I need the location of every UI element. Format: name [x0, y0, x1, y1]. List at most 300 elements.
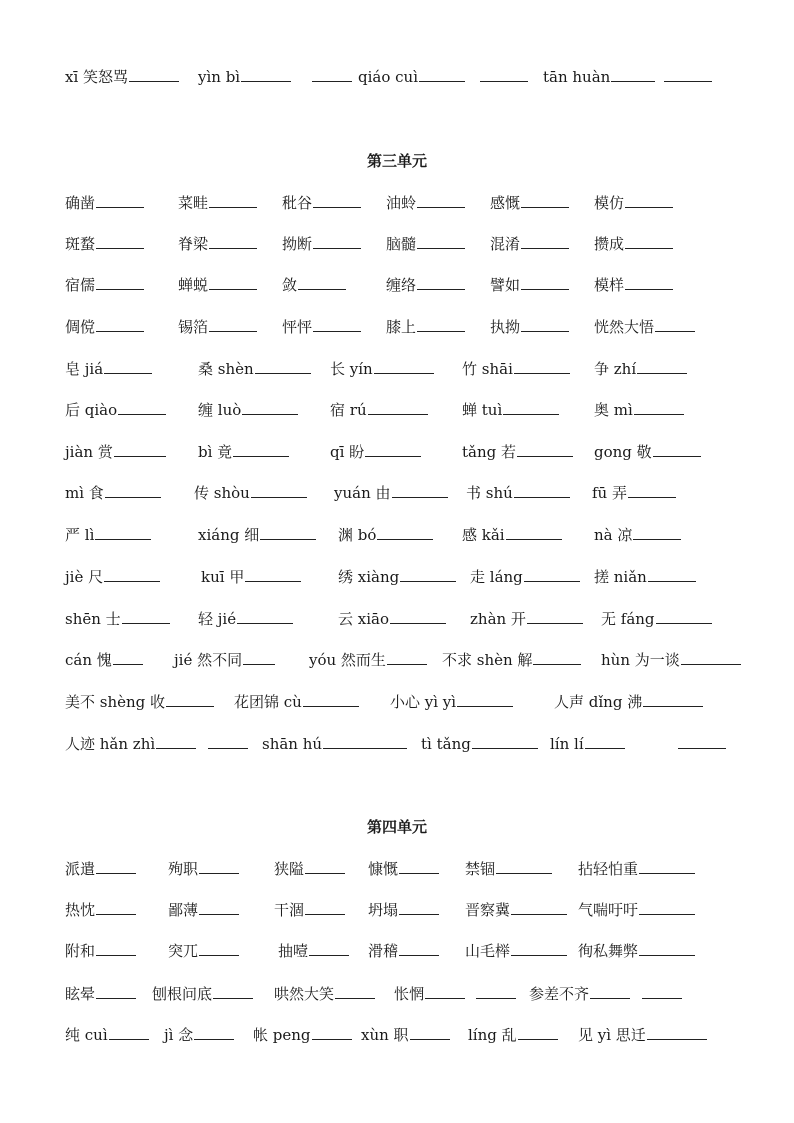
blank-item[interactable]: [466, 482, 570, 504]
blank-item[interactable]: [601, 649, 741, 671]
blank-item[interactable]: [262, 733, 379, 755]
blank-item[interactable]: [663, 66, 712, 88]
answer-blank[interactable]: [305, 859, 345, 874]
blank-item[interactable]: [386, 233, 465, 255]
answer-blank[interactable]: [96, 275, 144, 290]
blank-item[interactable]: [594, 441, 701, 463]
blank-item[interactable]: [198, 441, 289, 463]
blank-item[interactable]: [386, 274, 465, 296]
item-label: 慷慨: [368, 860, 399, 878]
blank-item[interactable]: [65, 649, 143, 671]
item-label: 确凿: [65, 194, 96, 212]
item-label: 美不 shèng 收: [65, 693, 166, 711]
answer-blank[interactable]: [643, 692, 703, 707]
blank-item[interactable]: [394, 983, 465, 1005]
item-label: 晋察冀: [465, 901, 511, 919]
answer-blank[interactable]: [122, 609, 170, 624]
item-label: yóu 然而生: [309, 651, 386, 669]
answer-blank[interactable]: [312, 1025, 352, 1040]
blank-item[interactable]: [207, 733, 248, 755]
blank-item[interactable]: [65, 858, 136, 880]
answer-blank[interactable]: [96, 900, 136, 915]
blank-item[interactable]: [282, 274, 346, 296]
answer-blank[interactable]: [213, 984, 253, 999]
blank-item[interactable]: [578, 1024, 707, 1046]
answer-blank[interactable]: [118, 400, 166, 415]
blank-item[interactable]: [65, 940, 136, 962]
item-label: shēn 士: [65, 610, 121, 628]
blank-item[interactable]: [368, 899, 439, 921]
blank-item[interactable]: [201, 566, 301, 588]
blank-item[interactable]: [366, 733, 407, 755]
item-label: 干涸: [274, 901, 305, 919]
blank-item[interactable]: [465, 940, 567, 962]
answer-blank[interactable]: [96, 317, 144, 332]
answer-blank[interactable]: [625, 275, 673, 290]
blank-item[interactable]: [65, 316, 144, 338]
answer-blank[interactable]: [521, 275, 569, 290]
blank-item[interactable]: [490, 192, 569, 214]
answer-blank[interactable]: [647, 1025, 707, 1040]
answer-blank[interactable]: [664, 67, 712, 82]
answer-blank[interactable]: [260, 525, 316, 540]
answer-blank[interactable]: [681, 650, 741, 665]
item-label: 刨根问底: [152, 985, 213, 1003]
blank-item[interactable]: [578, 940, 695, 962]
blank-item[interactable]: [442, 649, 581, 671]
blank-item[interactable]: [178, 316, 257, 338]
item-label: 敛: [282, 276, 298, 294]
answer-blank[interactable]: [399, 941, 439, 956]
answer-blank[interactable]: [648, 567, 696, 582]
item-label: 花团锦 cù: [234, 693, 302, 711]
answer-blank[interactable]: [585, 734, 625, 749]
item-label: 禁锢: [465, 860, 496, 878]
item-label: zhàn 开: [470, 610, 526, 628]
blank-item[interactable]: [468, 1024, 558, 1046]
blank-item[interactable]: [594, 316, 695, 338]
item-label: 蝉 tuì: [462, 401, 503, 419]
item-label: 长 yín: [330, 360, 373, 378]
blank-item[interactable]: xī 笑怒骂: [65, 66, 179, 88]
blank-item[interactable]: [470, 566, 580, 588]
blank-item[interactable]: [601, 608, 712, 630]
blank-item[interactable]: [65, 358, 152, 380]
blank-item[interactable]: [338, 566, 456, 588]
blank-item[interactable]: tān huàn: [543, 66, 655, 88]
blank-item[interactable]: [330, 399, 428, 421]
blank-item[interactable]: yìn bì: [198, 66, 291, 88]
answer-blank[interactable]: [156, 734, 196, 749]
item-label: 油蛉: [386, 194, 417, 212]
blank-item[interactable]: [178, 192, 257, 214]
item-label: 怦怦: [282, 318, 313, 336]
item-label: 斑蝥: [65, 235, 96, 253]
blank-item[interactable]: [386, 316, 465, 338]
answer-blank[interactable]: [96, 859, 136, 874]
answer-blank[interactable]: [114, 442, 166, 457]
item-label: 竹 shāi: [462, 360, 513, 378]
answer-blank[interactable]: [242, 400, 298, 415]
answer-blank[interactable]: [199, 900, 239, 915]
blank-item[interactable]: [594, 233, 673, 255]
answer-blank[interactable]: [642, 984, 682, 999]
answer-blank[interactable]: [312, 67, 352, 82]
item-label: tǎng 若: [462, 443, 517, 461]
answer-blank[interactable]: [634, 400, 684, 415]
answer-blank[interactable]: [639, 859, 695, 874]
item-label: líng 乱: [468, 1026, 517, 1044]
blank-item[interactable]: [65, 983, 136, 1005]
item-label: nà 凉: [594, 526, 633, 544]
answer-blank[interactable]: [656, 609, 712, 624]
blank-item[interactable]: [309, 649, 427, 671]
unit3-title: 第三单元: [366, 152, 427, 170]
item-label: 蝉蜕: [178, 276, 209, 294]
answer-blank[interactable]: [514, 359, 570, 374]
item-label: 滑稽: [368, 942, 399, 960]
blank-item[interactable]: [198, 358, 311, 380]
blank-item[interactable]: [311, 66, 352, 88]
answer-blank[interactable]: [251, 483, 307, 498]
answer-blank[interactable]: [521, 193, 569, 208]
blank-item[interactable]: [390, 691, 513, 713]
item-label: 皂 jiá: [65, 360, 104, 378]
answer-blank[interactable]: [639, 941, 695, 956]
answer-blank[interactable]: [514, 483, 570, 498]
answer-blank[interactable]: [417, 193, 465, 208]
item-label: 狭隘: [274, 860, 305, 878]
answer-blank[interactable]: [377, 525, 433, 540]
blank-item[interactable]: [65, 1024, 149, 1046]
answer-blank[interactable]: [199, 859, 239, 874]
blank-item[interactable]: [529, 983, 630, 1005]
answer-blank[interactable]: [243, 650, 275, 665]
answer-blank[interactable]: [417, 234, 465, 249]
answer-blank[interactable]: [410, 1025, 450, 1040]
blank-item[interactable]: [168, 899, 239, 921]
item-label: 见 yì 思迁: [578, 1026, 646, 1044]
blank-item[interactable]: [65, 691, 214, 713]
answer-blank[interactable]: [241, 67, 291, 82]
answer-blank[interactable]: [511, 941, 567, 956]
blank-item[interactable]: [330, 441, 421, 463]
blank-item[interactable]: [234, 691, 359, 713]
answer-blank[interactable]: [95, 525, 151, 540]
answer-blank[interactable]: [653, 442, 701, 457]
blank-item[interactable]: [368, 858, 439, 880]
item-label: 缠 luò: [198, 401, 242, 419]
blank-item[interactable]: [462, 399, 559, 421]
blank-item[interactable]: [361, 1024, 450, 1046]
answer-blank[interactable]: [590, 984, 630, 999]
answer-blank[interactable]: [611, 67, 655, 82]
blank-item[interactable]: [641, 983, 682, 1005]
blank-item[interactable]: [338, 524, 433, 546]
blank-item[interactable]: [470, 608, 583, 630]
item-label: 走 láng: [470, 568, 523, 586]
blank-item[interactable]: [253, 1024, 352, 1046]
answer-blank[interactable]: [637, 359, 687, 374]
blank-item[interactable]: [274, 983, 375, 1005]
blank-item[interactable]: [465, 858, 552, 880]
item-label: 拗断: [282, 235, 313, 253]
answer-blank[interactable]: [368, 400, 428, 415]
blank-item[interactable]: [592, 482, 676, 504]
item-label: 感 kǎi: [462, 526, 505, 544]
blank-item[interactable]: [594, 358, 687, 380]
blank-item[interactable]: [65, 482, 161, 504]
blank-item[interactable]: [198, 608, 293, 630]
answer-blank[interactable]: [390, 609, 446, 624]
answer-blank[interactable]: [511, 900, 567, 915]
item-label: shān hú: [262, 735, 323, 753]
answer-blank[interactable]: [303, 692, 359, 707]
blank-item[interactable]: [164, 1024, 234, 1046]
item-label: 云 xiāo: [338, 610, 389, 628]
blank-item[interactable]: [65, 524, 151, 546]
blank-item[interactable]: [65, 274, 144, 296]
item-label: gong 敬: [594, 443, 652, 461]
item-label: 纯 cuì: [65, 1026, 108, 1044]
blank-item[interactable]: [282, 233, 361, 255]
item-label: 桑 shèn: [198, 360, 254, 378]
answer-blank[interactable]: [496, 859, 552, 874]
blank-item[interactable]: [282, 316, 361, 338]
blank-item[interactable]: [421, 733, 512, 755]
item-label: hùn 为一谈: [601, 651, 680, 669]
item-label: 感慨: [490, 194, 521, 212]
answer-blank[interactable]: [399, 900, 439, 915]
item-label: 宿儒: [65, 276, 96, 294]
blank-item[interactable]: [65, 608, 170, 630]
answer-blank[interactable]: [457, 692, 513, 707]
blank-item[interactable]: [594, 192, 673, 214]
answer-blank[interactable]: [209, 193, 257, 208]
blank-item[interactable]: [550, 733, 625, 755]
blank-item[interactable]: [490, 316, 569, 338]
item-label: 脊梁: [178, 235, 209, 253]
blank-item[interactable]: [198, 524, 316, 546]
item-label: 严 lì: [65, 526, 95, 544]
blank-item[interactable]: qiáo cuì: [358, 66, 465, 88]
answer-blank[interactable]: [313, 317, 361, 332]
blank-item[interactable]: [278, 940, 349, 962]
item-label: 山毛榉: [465, 942, 511, 960]
blank-item[interactable]: [578, 858, 695, 880]
blank-item[interactable]: [330, 358, 434, 380]
blank-item[interactable]: [65, 233, 144, 255]
blank-item[interactable]: [65, 899, 136, 921]
blank-item[interactable]: [334, 482, 448, 504]
item-label: jié 然不同: [174, 651, 243, 669]
answer-blank[interactable]: [166, 692, 214, 707]
answer-blank[interactable]: [255, 359, 311, 374]
answer-blank[interactable]: [518, 1025, 558, 1040]
item-label: 脑髓: [386, 235, 417, 253]
item-label: 派遣: [65, 860, 96, 878]
answer-blank[interactable]: [625, 193, 673, 208]
answer-blank[interactable]: [309, 941, 349, 956]
answer-blank[interactable]: [104, 567, 160, 582]
blank-item[interactable]: [65, 733, 196, 755]
answer-blank[interactable]: [476, 984, 516, 999]
item-label: cán 愧: [65, 651, 112, 669]
answer-blank[interactable]: [208, 734, 248, 749]
blank-item[interactable]: [554, 691, 703, 713]
blank-item[interactable]: [65, 192, 144, 214]
item-label: 眩晕: [65, 985, 96, 1003]
answer-blank[interactable]: [425, 984, 465, 999]
blank-item[interactable]: [338, 608, 446, 630]
answer-blank[interactable]: [335, 984, 375, 999]
item-label: 坍塌: [368, 901, 399, 919]
blank-item[interactable]: [178, 274, 257, 296]
answer-blank[interactable]: [298, 275, 346, 290]
blank-item[interactable]: [152, 983, 253, 1005]
blank-item[interactable]: [594, 524, 681, 546]
item-label: 搓 niǎn: [594, 568, 647, 586]
answer-blank[interactable]: [313, 234, 361, 249]
item-label: 奥 mì: [594, 401, 633, 419]
answer-blank[interactable]: [104, 359, 152, 374]
blank-item[interactable]: [594, 274, 673, 296]
answer-blank[interactable]: [521, 234, 569, 249]
item-label: 人声 dǐng 沸: [554, 693, 643, 711]
item-label: fū 弄: [592, 484, 627, 502]
answer-blank[interactable]: [628, 483, 676, 498]
answer-blank[interactable]: [678, 734, 726, 749]
item-label: 菜畦: [178, 194, 209, 212]
blank-item[interactable]: [282, 192, 361, 214]
answer-blank[interactable]: [199, 941, 239, 956]
blank-item[interactable]: [462, 524, 562, 546]
answer-blank[interactable]: [417, 317, 465, 332]
blank-item[interactable]: [475, 983, 516, 1005]
blank-item[interactable]: [168, 858, 239, 880]
answer-blank[interactable]: [387, 650, 427, 665]
item-label: 后 qiào: [65, 401, 118, 419]
answer-blank[interactable]: [365, 442, 421, 457]
answer-blank[interactable]: [105, 483, 161, 498]
item-label: 膝上: [386, 318, 417, 336]
answer-blank[interactable]: [521, 317, 569, 332]
answer-blank[interactable]: [524, 567, 580, 582]
blank-item[interactable]: [65, 399, 166, 421]
blank-item[interactable]: [174, 649, 275, 671]
blank-item[interactable]: [198, 399, 298, 421]
blank-item[interactable]: [168, 940, 239, 962]
blank-item[interactable]: [65, 441, 166, 463]
answer-blank[interactable]: [480, 67, 528, 82]
item-label: kuī 甲: [201, 568, 245, 586]
answer-blank[interactable]: [237, 609, 293, 624]
answer-blank[interactable]: [392, 483, 448, 498]
item-label: 渊 bó: [338, 526, 377, 544]
blank-item[interactable]: [274, 858, 345, 880]
blank-item[interactable]: [677, 733, 726, 755]
answer-blank[interactable]: [313, 193, 361, 208]
answer-blank[interactable]: [305, 900, 345, 915]
answer-blank[interactable]: [109, 1025, 149, 1040]
item-label: 譬如: [490, 276, 521, 294]
item-label: 执拗: [490, 318, 521, 336]
answer-blank[interactable]: [625, 234, 673, 249]
answer-blank[interactable]: [503, 400, 559, 415]
answer-blank[interactable]: [209, 234, 257, 249]
blank-item[interactable]: [578, 899, 695, 921]
blank-item[interactable]: [479, 66, 528, 88]
answer-blank[interactable]: [209, 275, 257, 290]
item-label: tì tǎng: [421, 735, 471, 753]
blank-item[interactable]: [501, 733, 538, 755]
answer-blank[interactable]: [113, 650, 143, 665]
answer-blank[interactable]: [233, 442, 289, 457]
answer-blank[interactable]: [399, 859, 439, 874]
item-label: 锡箔: [178, 318, 209, 336]
answer-blank[interactable]: [633, 525, 681, 540]
answer-blank[interactable]: [419, 67, 465, 82]
item-label: 混淆: [490, 235, 521, 253]
answer-blank[interactable]: [129, 67, 179, 82]
blank-item[interactable]: [594, 566, 696, 588]
blank-item[interactable]: [368, 940, 439, 962]
blank-item[interactable]: [462, 358, 570, 380]
blank-item[interactable]: [274, 899, 345, 921]
answer-blank[interactable]: [209, 317, 257, 332]
item-label: 徇私舞弊: [578, 942, 639, 960]
item-label: 突兀: [168, 942, 199, 960]
blank-item[interactable]: [594, 399, 684, 421]
unit4-title: 第四单元: [366, 818, 427, 836]
answer-blank[interactable]: [502, 734, 538, 749]
answer-blank[interactable]: [506, 525, 562, 540]
blank-item[interactable]: [465, 899, 567, 921]
item-label: 缠络: [386, 276, 417, 294]
item-label: 宿 rú: [330, 401, 367, 419]
answer-blank[interactable]: [533, 650, 581, 665]
answer-blank[interactable]: [400, 567, 456, 582]
item-label: 绣 xiàng: [338, 568, 400, 586]
answer-blank[interactable]: [527, 609, 583, 624]
item-label: 殉职: [168, 860, 199, 878]
answer-blank[interactable]: [639, 900, 695, 915]
blank-item[interactable]: [386, 192, 465, 214]
answer-blank[interactable]: [194, 1025, 234, 1040]
answer-blank[interactable]: [245, 567, 301, 582]
item-label: jiàn 赏: [65, 443, 113, 461]
answer-blank[interactable]: [517, 442, 573, 457]
item-label: yuán 由: [334, 484, 391, 502]
blank-item[interactable]: [65, 566, 160, 588]
answer-blank[interactable]: [655, 317, 695, 332]
answer-blank[interactable]: [96, 234, 144, 249]
answer-blank[interactable]: [367, 734, 407, 749]
item-label: 模样: [594, 276, 625, 294]
answer-blank[interactable]: [96, 941, 136, 956]
answer-blank[interactable]: [96, 193, 144, 208]
blank-item[interactable]: [490, 274, 569, 296]
blank-item[interactable]: [462, 441, 573, 463]
answer-blank[interactable]: [417, 275, 465, 290]
blank-item[interactable]: [194, 482, 307, 504]
item-label: 热忱: [65, 901, 96, 919]
answer-blank[interactable]: [96, 984, 136, 999]
answer-blank[interactable]: [374, 359, 434, 374]
item-label: 气喘吁吁: [578, 901, 639, 919]
blank-item[interactable]: [490, 233, 569, 255]
blank-item[interactable]: [178, 233, 257, 255]
